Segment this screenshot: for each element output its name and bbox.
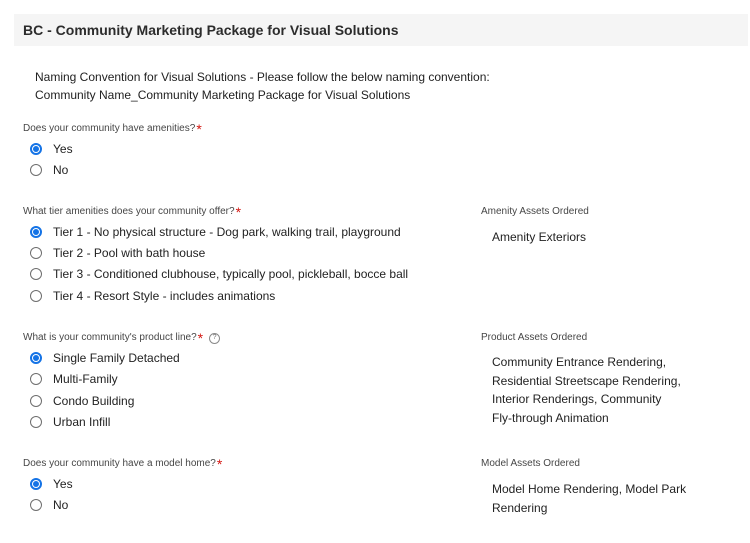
tier-3-label: Tier 3 - Conditioned clubhouse, typically pool, pickleball, bocce ball bbox=[53, 267, 409, 281]
tier-2-label: Tier 2 - Pool with bath house bbox=[53, 246, 206, 260]
multi-family-radio[interactable] bbox=[30, 373, 42, 385]
form-title: BC - Community Marketing Package for Visual Solutions bbox=[23, 22, 399, 38]
urban-infill-radio[interactable] bbox=[30, 416, 42, 428]
model-home-yes-radio[interactable] bbox=[30, 478, 42, 490]
amenities-yes-label: Yes bbox=[53, 142, 73, 156]
amenities-no-label: No bbox=[53, 163, 69, 177]
model-home-no-option[interactable] bbox=[30, 497, 68, 513]
tier-4-radio[interactable] bbox=[30, 290, 42, 302]
amenity-assets-value: Amenity Exteriors bbox=[492, 230, 587, 244]
condo-building-option[interactable] bbox=[30, 393, 134, 409]
note-line-2: Community Name_Community Marketing Package for Visual Solutions bbox=[35, 88, 411, 102]
tier-1-radio[interactable] bbox=[30, 226, 42, 238]
multi-family-option[interactable] bbox=[30, 371, 118, 387]
single-family-label: Single Family Detached bbox=[53, 351, 180, 365]
condo-building-radio[interactable] bbox=[30, 395, 42, 407]
amenities-yes-option[interactable] bbox=[30, 141, 73, 157]
urban-infill-option[interactable] bbox=[30, 414, 110, 430]
model-home-yes-label: Yes bbox=[53, 477, 73, 491]
note-line-1: Naming Convention for Visual Solutions - Please follow the below naming convention: bbox=[35, 70, 490, 84]
model-assets-value: Model Home Rendering, Model Park Rendering bbox=[492, 482, 687, 515]
tier-3-option[interactable] bbox=[30, 266, 408, 282]
model-home-question-text: Does your community have a model home? bbox=[23, 458, 216, 469]
tier-4-option[interactable] bbox=[30, 288, 275, 304]
tier-2-radio[interactable] bbox=[30, 247, 42, 259]
amenities-yes-radio[interactable] bbox=[30, 143, 42, 155]
form-title-bar bbox=[14, 14, 748, 46]
model-assets-label: Model Assets Ordered bbox=[481, 458, 580, 469]
amenities-no-option[interactable] bbox=[30, 162, 68, 178]
model-home-no-label: No bbox=[53, 498, 69, 512]
amenities-question-text: Does your community have amenities? bbox=[23, 123, 196, 134]
model-home-no-radio[interactable] bbox=[30, 499, 42, 511]
multi-family-label: Multi-Family bbox=[53, 372, 118, 386]
condo-building-label: Condo Building bbox=[53, 394, 135, 408]
required-asterisk: * bbox=[216, 456, 223, 472]
amenity-assets-label: Amenity Assets Ordered bbox=[481, 206, 589, 217]
single-family-radio[interactable] bbox=[30, 352, 42, 364]
product-line-question-label bbox=[23, 331, 220, 345]
product-assets-label: Product Assets Ordered bbox=[481, 332, 588, 343]
tier-2-option[interactable] bbox=[30, 245, 205, 261]
required-asterisk: * bbox=[235, 204, 242, 220]
amenity-tier-question-label bbox=[23, 205, 241, 219]
urban-infill-label: Urban Infill bbox=[53, 415, 111, 429]
required-asterisk: * bbox=[197, 330, 204, 346]
required-asterisk: * bbox=[196, 121, 202, 137]
model-home-question-label bbox=[23, 457, 222, 471]
help-circle-icon[interactable]: ? bbox=[209, 333, 220, 344]
naming-convention-note bbox=[35, 68, 490, 104]
amenity-tier-question-text: What tier amenities does your community offer? bbox=[23, 206, 235, 217]
amenities-question-label bbox=[23, 122, 202, 136]
model-home-yes-option[interactable] bbox=[30, 476, 73, 492]
tier-1-label: Tier 1 - No physical structure - Dog park, walking trail, playground bbox=[53, 225, 401, 239]
tier-1-option[interactable] bbox=[30, 224, 401, 240]
tier-3-radio[interactable] bbox=[30, 268, 42, 280]
product-line-question-text: What is your community's product line? bbox=[23, 332, 197, 343]
amenities-no-radio[interactable] bbox=[30, 164, 42, 176]
product-assets-value: Community Entrance Rendering, Residential Streetscape Rendering, Interior Renderings, Community Fly-through Animation bbox=[492, 355, 681, 425]
tier-4-label: Tier 4 - Resort Style - includes animations bbox=[53, 289, 276, 303]
single-family-option[interactable] bbox=[30, 350, 180, 366]
